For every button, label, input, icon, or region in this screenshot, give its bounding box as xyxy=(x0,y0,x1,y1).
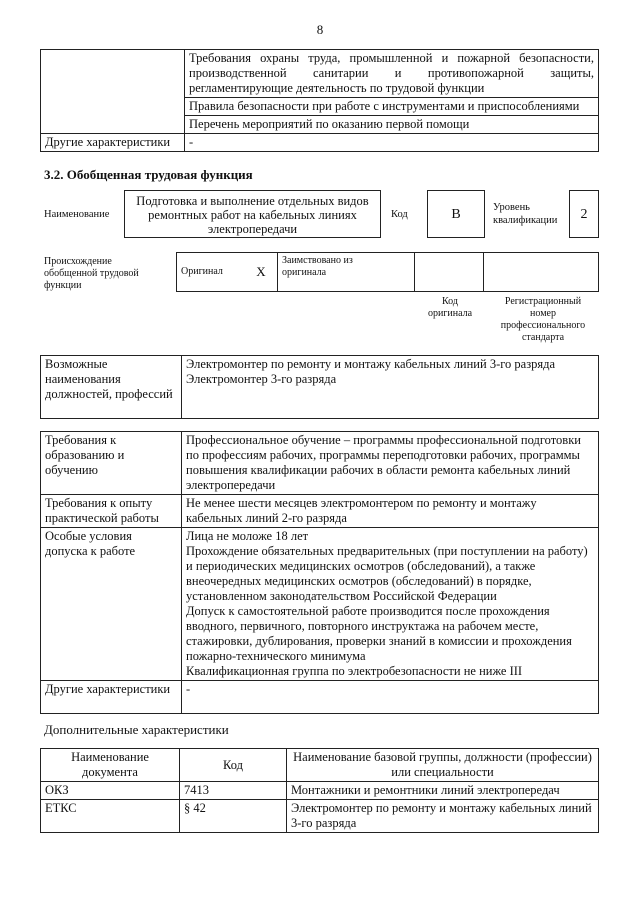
function-name-box: Подготовка и выполнение отдельных видов ремонтных работ на кабельных линиях электропередачи xyxy=(124,190,381,238)
code-caption-line1: Код xyxy=(442,296,458,307)
doc-name-cell: ОКЗ xyxy=(41,782,180,800)
reg-caption-line1: Регистрационный xyxy=(504,296,582,307)
origin-label-line2: обобщенной трудовой xyxy=(44,268,139,279)
labor-function-continuation-table xyxy=(40,49,599,152)
original-label: Оригинал xyxy=(177,253,246,292)
table-row xyxy=(41,528,599,681)
table-row xyxy=(41,356,599,419)
requirements-label-cell xyxy=(41,50,185,134)
requirement-item: Требования охраны труда, промышленной и пожарной безопасности, производственной санитарии и противопожарной защиты, регламентирующие деятельность по трудовой функции xyxy=(185,50,599,98)
borrowed-label xyxy=(278,253,415,292)
reg-caption-line3: профессионального xyxy=(500,320,586,331)
additional-characteristics-table xyxy=(40,748,599,833)
admission-values xyxy=(182,528,599,681)
positions-table xyxy=(40,355,599,419)
admission-item: Квалификационная группа по электробезопасности не ниже III xyxy=(186,664,523,678)
table-row xyxy=(41,432,599,495)
experience-value: Не менее шести месяцев электромонтером по ремонту и монтажу кабельных линий 2-го разряда xyxy=(182,495,599,528)
code-caption xyxy=(415,296,485,320)
table-row xyxy=(41,134,599,152)
table-row xyxy=(41,800,599,833)
education-label: Требования к образованию и обучению xyxy=(41,432,182,495)
qualification-level-box: 2 xyxy=(569,190,599,238)
positions-label: Возможные наименования должностей, профессий xyxy=(41,356,182,419)
doc-code-cell: § 42 xyxy=(180,800,287,833)
additional-heading: Дополнительные характеристики xyxy=(44,722,229,737)
header-code: Код xyxy=(180,749,287,782)
admission-item: Прохождение обязательных предварительных (при поступлении на работу) и периодических медицинских осмотров (обследований), а также внеочередных медицинских осмотров (обследований) в порядке, установленном законодательством Российской Федерации xyxy=(186,544,588,603)
level-label-line2: квалификации xyxy=(493,215,558,226)
header-group-name: Наименование базовой группы, должности (профессии) или специальности xyxy=(287,749,599,782)
table-row xyxy=(177,253,599,292)
table-row xyxy=(41,782,599,800)
name-label: Наименование xyxy=(44,209,110,220)
experience-label: Требования к опыту практической работы xyxy=(41,495,182,528)
positions-values xyxy=(182,356,599,419)
other-value: - xyxy=(182,681,599,714)
other-characteristics-label: Другие характеристики xyxy=(41,134,185,152)
admission-label: Особые условия допуска к работе xyxy=(41,528,182,681)
doc-code-cell: 7413 xyxy=(180,782,287,800)
requirement-item: Правила безопасности при работе с инструментами и приспособлениями xyxy=(185,98,599,116)
function-code-box: В xyxy=(427,190,485,238)
reg-caption-line2: номер xyxy=(530,308,556,319)
requirement-item: Перечень мероприятий по оказанию первой помощи xyxy=(185,116,599,134)
original-code-cell xyxy=(415,253,484,292)
header-document-name: Наименование документа xyxy=(41,749,180,782)
table-row xyxy=(41,495,599,528)
table-header-row xyxy=(41,749,599,782)
table-row xyxy=(41,50,599,98)
origin-label-line1: Происхождение xyxy=(44,256,112,267)
code-label: Код xyxy=(391,209,408,220)
borrowed-label-line1: Заимствовано из xyxy=(282,255,353,266)
position-item: Электромонтер по ремонту и монтажу кабельных линий 3-го разряда xyxy=(186,357,556,371)
reg-caption-line4: стандарта xyxy=(521,332,565,343)
requirements-table xyxy=(40,431,599,714)
doc-name-cell: ЕТКС xyxy=(41,800,180,833)
admission-item: Лица не моложе 18 лет xyxy=(186,529,309,543)
page-number: 8 xyxy=(316,22,324,37)
level-label-line1: Уровень xyxy=(493,202,530,213)
origin-table xyxy=(176,252,599,292)
borrowed-label-line2: оригинала xyxy=(282,267,327,278)
table-row xyxy=(41,681,599,714)
other-characteristics-value: - xyxy=(185,134,599,152)
position-item: Электромонтер 3-го разряда xyxy=(186,372,337,386)
registration-number-cell xyxy=(484,253,599,292)
admission-item: Допуск к самостоятельной работе производится после прохождения вводного, первичного, повторного инструктажа на рабочем месте, стажировки, дублирования, проверки знаний в комиссии и прохождения пожарно-технического минимума xyxy=(186,604,572,663)
group-name-cell: Монтажники и ремонтники линий электропередач xyxy=(287,782,599,800)
education-value: Профессиональное обучение – программы профессиональной подготовки по профессиям рабочих, программы переподготовки рабочих, программы повышения квалификации рабочих в области ремонта кабельных линий электропередачи xyxy=(182,432,599,495)
other-label: Другие характеристики xyxy=(41,681,182,714)
origin-label-line3: функции xyxy=(44,280,82,291)
original-mark: Х xyxy=(245,253,278,292)
group-name-cell: Электромонтер по ремонту и монтажу кабельных линий 3-го разряда xyxy=(287,800,599,833)
code-caption-line2: оригинала xyxy=(427,308,473,319)
section-heading: 3.2. Обобщенная трудовая функция xyxy=(44,167,253,182)
registration-caption xyxy=(488,296,598,344)
